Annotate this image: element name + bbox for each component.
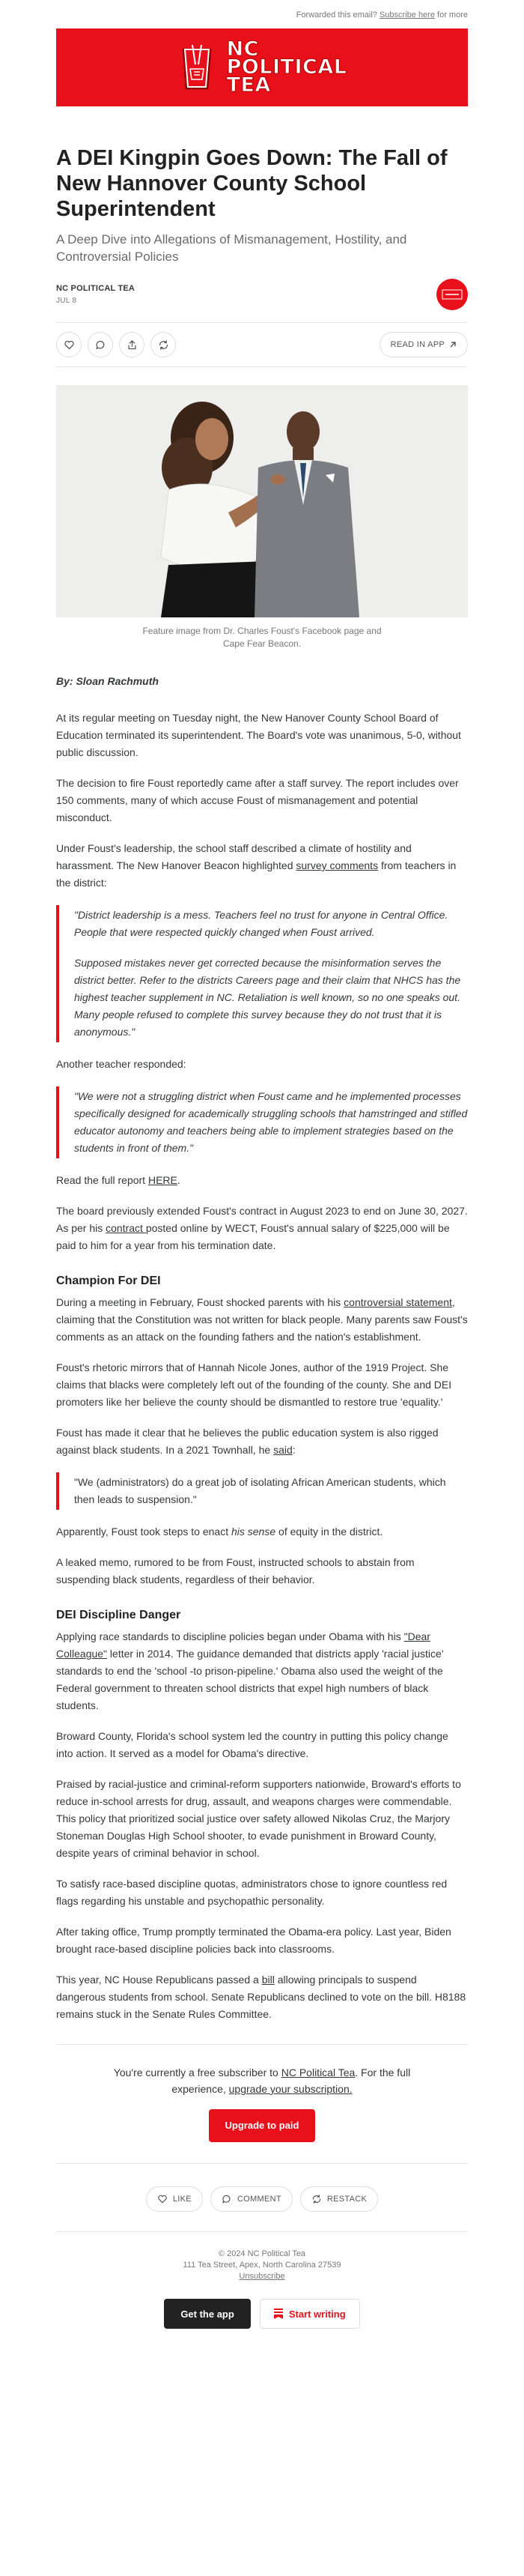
text: During a meeting in February, Foust shocked parents with his [56, 1296, 344, 1308]
substack-icon [274, 2309, 283, 2319]
text: Under Foust's leadership, the school staff described a climate of hostility and harassment. The New Hanover Beacon highlighted [56, 842, 412, 871]
forward-line [56, 0, 468, 28]
share-button[interactable] [119, 332, 144, 357]
text: posted online by WECT, Foust's annual salary of $225,000 will be paid to him for a year from his termination date. [56, 1222, 450, 1251]
quote-paragraph: "We (administrators) do a great job of isolating African American students, which then leads to suspension." [74, 1476, 446, 1505]
emphasis: his sense [231, 1526, 276, 1538]
paragraph: At its regular meeting on Tuesday night, the New Hanover County School Board of Education terminated its superintendent. The Board's vote was unanimous, 5-0, without public discussion. [56, 712, 461, 758]
post-subtitle: A Deep Dive into Allegations of Mismanagement, Hostility, and Controversial Policies [56, 232, 407, 264]
unsubscribe-link[interactable]: Unsubscribe [239, 2272, 285, 2281]
text: of equity in the district. [275, 1526, 383, 1538]
dear-colleague-link[interactable]: "Dear Colleague" [56, 1630, 430, 1660]
masthead-banner[interactable] [56, 28, 468, 106]
paragraph: Foust's rhetoric mirrors that of Hannah Nicole Jones, author of the 1919 Project. She claims that blacks were completely left out of the founding of the county. She and DEI promoters like her believe the county should be dismantled to restore true 'equality.' [56, 1361, 452, 1408]
comment-label: COMMENT [237, 2195, 281, 2204]
quote-paragraph: Supposed mistakes never get corrected because the misinformation serves the district better. Refer to the districts Careers page and their claim that NHCS has the highest teacher supplement in NC. Retaliation is well known, so no one speaks out. Many people refused to complete this survey because they do not trust that it is anonymous." [74, 957, 461, 1038]
post-title[interactable]: A DEI Kingpin Goes Down: The Fall of New Hannover County School Superintendent [56, 146, 448, 221]
survey-comments-link[interactable]: survey comments [296, 859, 379, 871]
logo-line-2: POLITICAL [226, 55, 347, 79]
engagement-bar [56, 2186, 468, 2212]
text: This year, NC House Republicans passed a [56, 1974, 262, 1986]
paragraph: Praised by racial-justice and criminal-reform supporters nationwide, Broward's efforts to reduce in-school arrests for drug, assault, and weapons charges were commendable. This policy that prioritized social justice over safety allowed Nikolas Cruz, the Marjory Stoneman Douglas High School shooter, to evade punishment in Broward County, despite years of criminal behavior in school. [56, 1778, 461, 1859]
text: The board previously extended Foust's contract in August 2023 to end on June 30, 2027. As per his [56, 1205, 468, 1234]
text: from teachers in the district: [56, 859, 457, 889]
upgrade-to-paid-button[interactable]: Upgrade to paid [209, 2109, 316, 2142]
paragraph [56, 1172, 468, 1189]
comment-icon [222, 2194, 232, 2204]
restack-pill-button[interactable] [300, 2186, 378, 2212]
text: Apparently, Foust took steps to enact [56, 1526, 231, 1538]
publication-name[interactable]: NC POLITICAL TEA [56, 284, 135, 293]
forward-suffix: for more [437, 10, 468, 19]
publication-link[interactable]: NC Political Tea [281, 2066, 356, 2078]
like-label: LIKE [172, 2195, 192, 2204]
said-link[interactable]: said [273, 1444, 293, 1456]
paragraph [56, 1294, 468, 1346]
quote-paragraph: "District leadership is a mess. Teachers feel no trust for anyone in Central Office. People that were respected quickly changed when Foust arrived. [74, 909, 448, 938]
logo[interactable] [177, 37, 347, 97]
avatar[interactable] [436, 279, 468, 310]
section-heading: DEI Discipline Danger [56, 1609, 181, 1621]
paragraph [56, 1424, 468, 1459]
address: 111 Tea Street, Apex, North Carolina 27539 [183, 2261, 341, 2270]
email-container [56, 0, 468, 2353]
blockquote [56, 1472, 468, 1510]
post-date: JUL 8 [56, 297, 77, 305]
couple-photo [56, 385, 468, 617]
text: Foust has made it clear that he believes the public education system is also rigged against black students. In a 2021 Townhall, he [56, 1427, 439, 1456]
text: You're currently a free subscriber to [113, 2066, 281, 2078]
forward-text: Forwarded this email? [296, 10, 377, 19]
footer-buttons [56, 2299, 468, 2353]
text: letter in 2014. The guidance demanded that districts apply 'racial justice' standards to end the 'school -to prison-pipeline.' Obama also used the weight of the Federal government to threaten school districts that expel high numbers of black students. [56, 1648, 444, 1711]
bill-link[interactable]: bill [261, 1974, 275, 1986]
text: allowing principals to suspend dangerous students from school. Senate Republicans declined to vote on the bill. H8188 remains stuck in the Senate Rules Committee. [56, 1974, 466, 2020]
text: , claiming that the Constitution was not written for black people. Many parents saw Foust's comments as an attack on the founding fathers and the nation's establishment. [56, 1296, 468, 1343]
quote-paragraph: "We were not a struggling district when Foust came and he implemented processes specifically designed for academically struggling schools that hamstringed and stifled educator autonomy and teachers being able to implement strategies based on the students in front of them." [74, 1090, 468, 1154]
blockquote [56, 1086, 468, 1158]
get-the-app-button[interactable]: Get the app [164, 2299, 251, 2329]
post-actions [56, 322, 468, 367]
start-writing-label: Start writing [288, 2308, 346, 2320]
restack-label: RESTACK [326, 2195, 368, 2204]
share-icon [127, 339, 138, 351]
section-heading: Champion For DEI [56, 1275, 161, 1287]
publication-logo-icon [442, 288, 463, 301]
contract-link[interactable]: contract [106, 1222, 146, 1234]
byline-text [56, 284, 135, 305]
icon-buttons [56, 332, 176, 357]
paragraph: After taking office, Trump promptly terminated the Obama-era policy. Last year, Biden brought race-based discipline policies back into classrooms. [56, 1926, 451, 1955]
subscribe-here-link[interactable]: Subscribe here [379, 10, 435, 19]
subscribe-box [56, 2044, 468, 2164]
paragraph: A leaked memo, rumored to be from Foust, instructed schools to abstain from suspending black students, regardless of their behavior. [56, 1556, 415, 1585]
comment-icon [95, 339, 106, 351]
text: . [177, 1174, 180, 1186]
paragraph [56, 1203, 468, 1254]
paragraph: The decision to fire Foust reportedly came after a staff survey. The report includes over 150 comments, many of which accuse Foust of mismanagement and potential misconduct. [56, 777, 459, 823]
text: Read the full report [56, 1174, 148, 1186]
text: : [292, 1444, 296, 1456]
subscribe-text [86, 2064, 438, 2097]
paragraph [56, 1628, 468, 1714]
restack-icon [311, 2194, 322, 2204]
logo-line-1: NC [226, 37, 259, 61]
paragraph: Broward County, Florida's school system led the country in putting this policy change into action. It served as a model for Obama's directive. [56, 1730, 448, 1759]
feature-image[interactable] [56, 385, 468, 617]
logo-wordmark [226, 37, 347, 97]
author-line: By: Sloan Rachmuth [56, 675, 159, 687]
blockquote [56, 905, 468, 1042]
image-caption: Feature image from Dr. Charles Foust's Facebook page and Cape Fear Beacon. [142, 626, 382, 649]
read-in-app-button[interactable] [380, 332, 468, 357]
heart-icon [157, 2194, 168, 2204]
arrow-up-right-icon [449, 341, 457, 348]
comment-pill-button[interactable] [210, 2186, 293, 2212]
paragraph [56, 1971, 468, 2023]
read-in-app-label: READ IN APP [390, 340, 445, 349]
teacup-icon [177, 42, 218, 93]
paragraph [56, 1523, 468, 1541]
start-writing-button[interactable] [260, 2299, 360, 2329]
restack-button[interactable] [150, 332, 176, 357]
paragraph: To satisfy race-based discipline quotas, administrators chose to ignore countless red flags regarding his unstable and psychopathic personality. [56, 1878, 448, 1907]
upgrade-subscription-link[interactable]: upgrade your subscription. [228, 2083, 353, 2095]
footer [56, 2231, 468, 2353]
paragraph [56, 840, 468, 892]
article-body [56, 673, 468, 2023]
like-pill-button[interactable] [146, 2186, 203, 2212]
comment-button[interactable] [88, 332, 113, 357]
byline [56, 279, 468, 310]
logo-line-3: TEA [226, 73, 271, 97]
restack-icon [158, 339, 169, 351]
full-report-link[interactable]: HERE [147, 1174, 177, 1186]
heart-icon [64, 339, 75, 351]
paragraph: Another teacher responded: [56, 1058, 186, 1070]
text: Applying race standards to discipline policies began under Obama with his [56, 1630, 404, 1642]
like-button[interactable] [56, 332, 82, 357]
text: . For the full experience, [171, 2066, 411, 2095]
copyright: © 2024 NC Political Tea [218, 2249, 306, 2258]
controversial-statement-link[interactable]: controversial statement [344, 1296, 452, 1308]
